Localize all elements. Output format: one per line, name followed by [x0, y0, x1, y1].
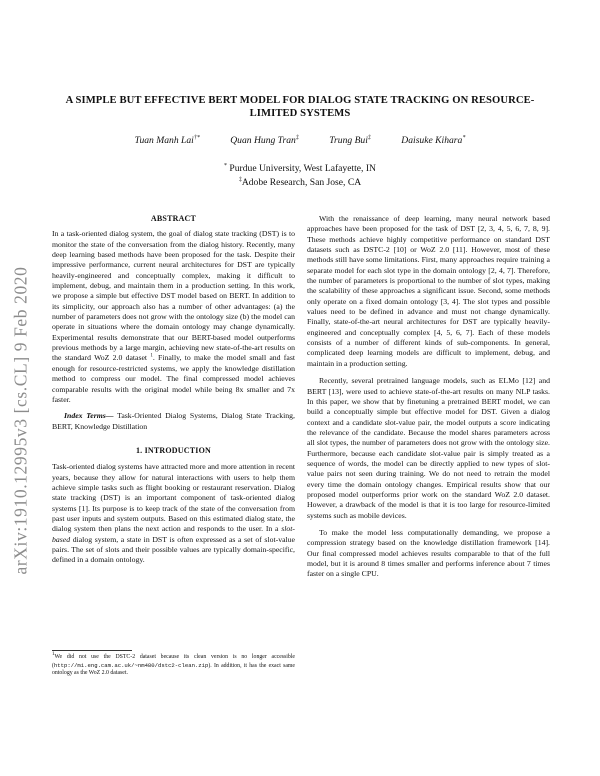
index-terms: Index Terms— Task-Oriented Dialog Systems, Dialog State Tracking, BERT, Knowledge Distillation	[52, 411, 295, 431]
author: Quan Hung Tran‡	[230, 134, 299, 146]
affiliation-adobe: ‡Adobe Research, San Jose, CA	[238, 176, 362, 188]
author: Tuan Manh Lai†*	[134, 134, 200, 146]
footnote-divider	[52, 650, 132, 651]
affiliation-purdue: * Purdue University, West Lafayette, IN	[224, 162, 376, 174]
dataset-link[interactable]: http://mi.eng.cam.ac.uk/~nm480/dstc2-clean.zip	[53, 661, 209, 669]
introduction-heading: 1. INTRODUCTION	[135, 445, 211, 455]
body-paragraph: With the renaissance of deep learning, many neural network based approaches have been proposed for the task of DST [2, 3, 4, 5, 6, 7, 8, 9]. These methods achieve highly competitive performance on standard DST datasets such as DSTC-2 [10] or WoZ 2.0 [11]. However, most of these methods still have some limitations. First, many approaches require training a separate model for each slot type in the domain ontology [2, 4, 7]. Therefore, the number of parameters is proportional to the number of slot types, making the scalability of these approaches a significant issue. Second, some methods only operate on a fixed domain ontology [3, 4]. The slot types and possible values need to be defined in advance and must not change dynamically. Finally, state-of-the-art neural architectures for DST are typically heavily-engineered and conceptually complex [4, 5, 6, 7]. Each of these models consists of a number of different kinds of sub-components. In general, complicated deep learning models are difficult to implement, debug, and maintain in a production setting.	[307, 214, 550, 368]
arxiv-identifier-stamp	[8, 200, 34, 640]
author-list	[60, 135, 540, 146]
right-column	[307, 214, 550, 587]
author: Trung Bui‡	[329, 134, 371, 146]
footnote: 1We did not use the DSTC-2 dataset because its clean version is no longer accessible (http://mi.eng.cam.ac.uk/~nm480/dstc2-clean.zip). In addition, it has the exact same ontology as the WoZ 2.0 dataset.	[52, 650, 295, 678]
left-column	[52, 214, 295, 573]
intro-paragraph: Task-oriented dialog systems have attracted more and more attention in recent years, because they allow for natural interactions with users to help them achieve simple tasks such as flight booking or restaurant reservation. Dialog state tracking (DST) is an important component of task-oriented dialog systems [1]. Its purpose is to keep track of the state of the conversation from past user inputs and system outputs. Based on this estimated dialog state, the dialog system then plans the next action and responds to the user. In a slot-based dialog system, a state in DST is often expressed as a set of slot-value pairs. The set of slots and their possible values are typically domain-specific, defined in a domain ontology.	[52, 462, 295, 565]
body-paragraph: To make the model less computationally demanding, we propose a compression strategy based on the knowledge distillation framework [14]. Our final compressed model achieves results comparable to that of the full model, but it is around 8 times smaller and performs inference about 7 times faster on a single CPU.	[307, 527, 550, 579]
abstract-body	[52, 229, 295, 432]
author: Daisuke Kihara*	[401, 134, 466, 146]
footnote-reference[interactable]: 1	[150, 353, 153, 359]
body-paragraph: Recently, several pretrained language models, such as ELMo [12] and BERT [13], were used to achieve state-of-the-art results on many NLP tasks. In this paper, we show that by finetuning a pretrained BERT model, we can build a conceptually simple but effective model for DST. Given a dialog context and a candidate slot-value pair, the model outputs a score indicating the relevance of the candidate. Because the model shares parameters across all slot types, the number of parameters does not grow with the ontology size. Furthermore, because each candidate slot-value pair is simply treated as a sequence of words, the model can be directly applied to new types of slot-value pairs not seen during training. We do not need to retrain the model every time the domain ontology changes. Empirical results show that our proposed model outperforms prior work on the standard WoZ 2.0 dataset. However, a drawback of the model is that it is too large for resource-limited systems such as mobile devices.	[307, 376, 550, 520]
abstract-paragraph: In a task-oriented dialog system, the goal of dialog state tracking (DST) is to monitor the state of the conversation from the dialog history. Recently, many deep learning based methods have been proposed for the task. Despite their impressive performance, current neural architectures for DST are typically heavily-engineered and conceptually complex, making it difficult to implement, debug, and maintain them in a production setting. In this work, we propose a simple but effective DST model based on BERT. In addition to its simplicity, our approach also has a number of other advantages: (a) the number of parameters does not grow with the ontology size (b) the model can operate in situations where the domain ontology may change dynamically. Experimental results demonstrate that our BERT-based model outperforms previous methods by a large margin, achieving new state-of-the-art results on the standard WoZ 2.0 dataset $^1$. Finally, to make the model small and fast enough for resource-restricted systems, we apply the knowledge distillation method to compress our model. The final compressed model achieves comparable results with the original model while being 8x smaller and 7x faster.	[52, 229, 295, 404]
arxiv-stamp-text: arXiv:1910.12995v3 [cs.CL] 9 Feb 2020	[10, 265, 31, 575]
abstract-heading: ABSTRACT	[150, 214, 197, 223]
paper-title: A SIMPLE BUT EFFECTIVE BERT MODEL FOR DIALOG STATE TRACKING ON RESOURCE-LIMITED SYSTEMS	[65, 95, 535, 119]
